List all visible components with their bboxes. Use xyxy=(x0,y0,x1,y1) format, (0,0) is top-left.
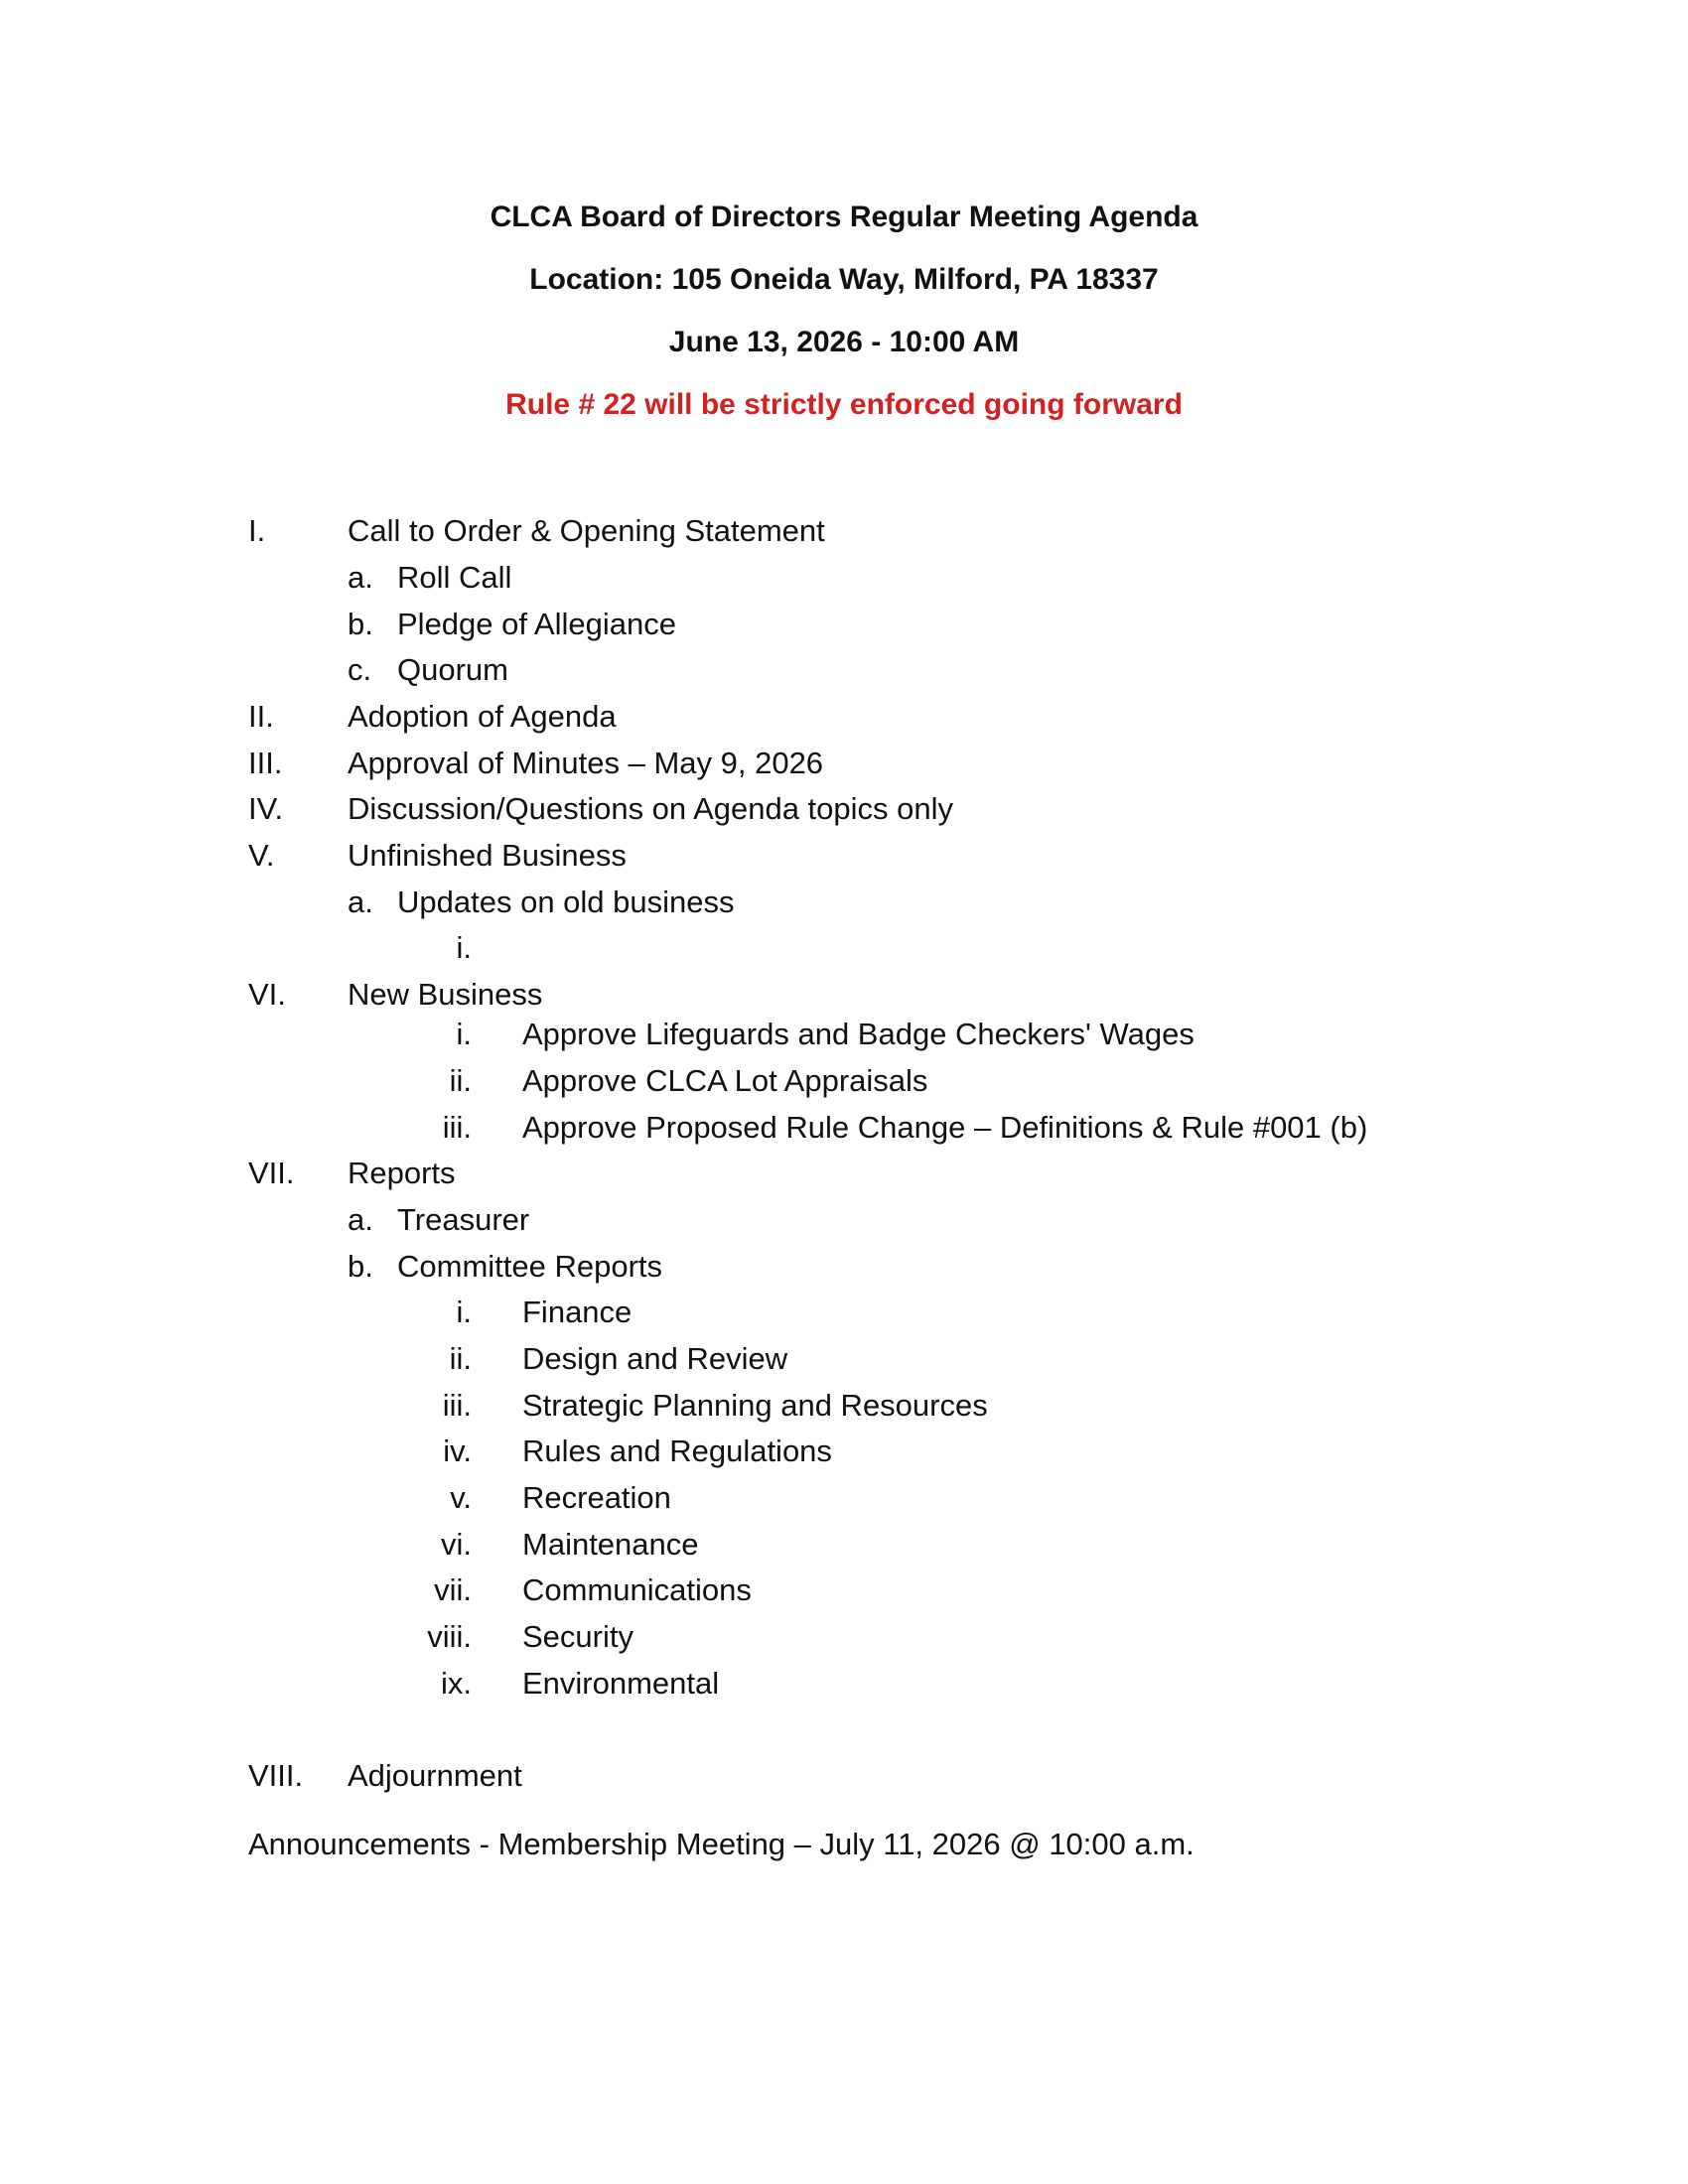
agenda-subsubitem xyxy=(0,1293,1688,1332)
subsubitem-numeral: ix. xyxy=(441,1666,472,1701)
agenda-item xyxy=(0,836,1688,876)
item-number: VIII. xyxy=(248,1758,304,1793)
subitem-label: Updates on old business xyxy=(397,885,735,919)
subsubitem-numeral: i. xyxy=(456,1017,472,1051)
agenda-subitem xyxy=(0,883,1688,922)
agenda-subsubitem xyxy=(0,1061,1688,1101)
subsubitem-label: Recreation xyxy=(522,1480,671,1515)
subsubitem-numeral: i. xyxy=(456,1295,472,1329)
item-label: Adoption of Agenda xyxy=(348,699,617,734)
rule-notice: Rule # 22 will be strictly enforced going forward xyxy=(505,388,1183,421)
meeting-datetime: June 13, 2026 - 10:00 AM xyxy=(668,326,1020,358)
subsubitem-label: Finance xyxy=(522,1295,633,1329)
item-number: I. xyxy=(248,513,266,548)
agenda-subsubitem xyxy=(0,1386,1688,1426)
agenda-subsubitem xyxy=(0,1617,1688,1657)
subsubitem-label: Strategic Planning and Resources xyxy=(522,1388,988,1423)
agenda-item xyxy=(0,1756,1688,1796)
subsubitem-label: Environmental xyxy=(522,1666,720,1701)
agenda-subsubitem xyxy=(0,1525,1688,1565)
subsubitem-numeral: iii. xyxy=(442,1388,472,1423)
subsubitem-numeral: v. xyxy=(450,1480,472,1515)
subsubitem-label: Rules and Regulations xyxy=(522,1433,832,1468)
item-label: New Business xyxy=(348,977,543,1012)
item-label: Discussion/Questions on Agenda topics only xyxy=(348,791,954,826)
subsubitem-numeral: ii. xyxy=(449,1341,472,1376)
subsubitem-numeral: viii. xyxy=(427,1619,472,1654)
subsubitem-numeral: vii. xyxy=(434,1572,472,1607)
agenda-subitem xyxy=(0,605,1688,644)
agenda-item xyxy=(0,789,1688,829)
subitem-letter: a. xyxy=(348,885,373,919)
agenda-item xyxy=(0,511,1688,551)
item-label: Approval of Minutes – May 9, 2026 xyxy=(348,746,824,780)
agenda-subsubitem xyxy=(0,1108,1688,1148)
agenda-subsubitem xyxy=(0,1570,1688,1610)
subsubitem-label: Approve Lifeguards and Badge Checkers' Wages xyxy=(522,1017,1195,1051)
item-number: V. xyxy=(248,838,275,873)
announcements: Announcements - Membership Meeting – July 11, 2026 @ 10:00 a.m. xyxy=(248,1827,1195,1861)
agenda-subsubitem xyxy=(0,1664,1688,1704)
agenda-item xyxy=(0,975,1688,1015)
subitem-label: Committee Reports xyxy=(397,1249,663,1284)
agenda-item xyxy=(0,744,1688,783)
agenda-subsubitem xyxy=(0,1432,1688,1471)
subitem-letter: a. xyxy=(348,1202,373,1237)
subitem-letter: b. xyxy=(348,1249,373,1284)
item-number: VI. xyxy=(248,977,286,1012)
agenda-subsubitem xyxy=(0,1015,1688,1054)
agenda-subitem xyxy=(0,1247,1688,1287)
item-number: IV. xyxy=(248,791,284,826)
subsubitem-numeral: iii. xyxy=(442,1110,472,1145)
subsubitem-label: Approve Proposed Rule Change – Definitions & Rule #001 (b) xyxy=(522,1110,1368,1145)
subitem-letter: c. xyxy=(348,652,372,687)
subsubitem-numeral: ii. xyxy=(449,1063,472,1098)
meeting-location: Location: 105 Oneida Way, Milford, PA 18337 xyxy=(529,263,1159,296)
subsubitem-numeral: iv. xyxy=(443,1433,472,1468)
subsubitem-label: Communications xyxy=(522,1572,752,1607)
item-number: III. xyxy=(248,746,283,780)
subsubitem-numeral: vi. xyxy=(441,1527,472,1562)
subsubitem-label: Maintenance xyxy=(522,1527,699,1562)
subsubitem-label: Security xyxy=(522,1619,633,1654)
item-number: VII. xyxy=(248,1156,295,1190)
document-title: CLCA Board of Directors Regular Meeting Agenda xyxy=(490,201,1198,233)
subitem-letter: b. xyxy=(348,607,373,641)
subitem-label: Quorum xyxy=(397,652,508,687)
item-number: II. xyxy=(248,699,274,734)
agenda-subitem xyxy=(0,1200,1688,1240)
item-label: Reports xyxy=(348,1156,456,1190)
item-label: Unfinished Business xyxy=(348,838,627,873)
agenda-item xyxy=(0,697,1688,737)
agenda-subsubitem xyxy=(0,928,1688,968)
agenda-subsubitem xyxy=(0,1478,1688,1518)
subsubitem-numeral: i. xyxy=(456,930,472,965)
agenda-subitem xyxy=(0,558,1688,598)
subsubitem-label: Approve CLCA Lot Appraisals xyxy=(522,1063,928,1098)
subsubitem-label: Design and Review xyxy=(522,1341,788,1376)
agenda-item xyxy=(0,1154,1688,1193)
subitem-label: Treasurer xyxy=(397,1202,530,1237)
subitem-label: Pledge of Allegiance xyxy=(397,607,676,641)
item-label: Call to Order & Opening Statement xyxy=(348,513,825,548)
subitem-letter: a. xyxy=(348,560,373,595)
item-label: Adjournment xyxy=(348,1758,522,1793)
subitem-label: Roll Call xyxy=(397,560,512,595)
agenda-subsubitem xyxy=(0,1339,1688,1379)
agenda-subitem xyxy=(0,650,1688,690)
